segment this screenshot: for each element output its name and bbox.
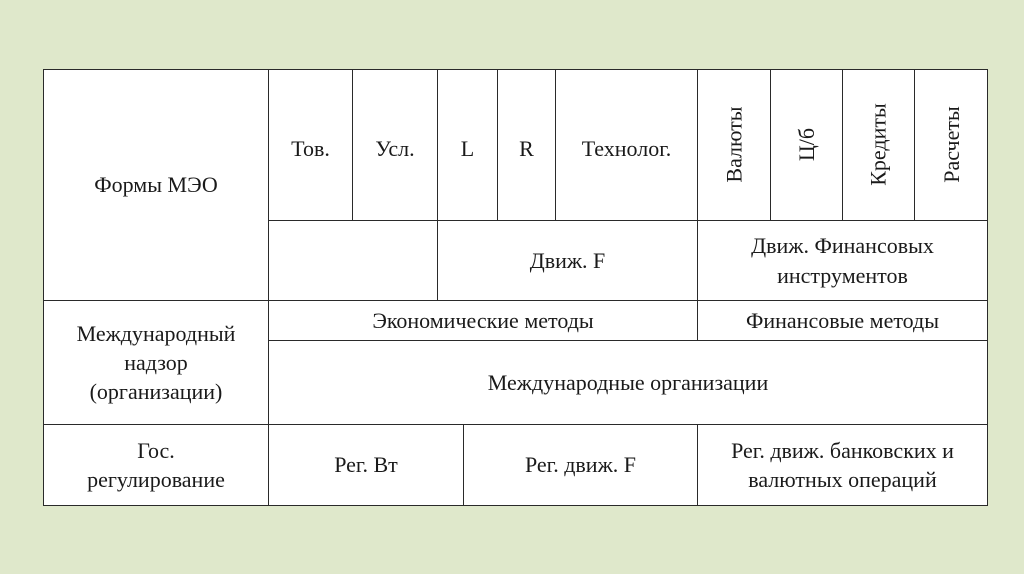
- intl-supervision-header: [43, 301, 269, 425]
- intl-line1: Международный: [76, 320, 236, 346]
- col-credits-label: Кредиты: [865, 103, 891, 187]
- financial-methods-label: Финансовые методы: [745, 307, 939, 333]
- move-fin-line1: Движ. Финансовых: [751, 233, 934, 259]
- reg-bt-cell: [269, 425, 464, 506]
- financial-methods-cell: [698, 301, 988, 341]
- col-technology-label: Технолог.: [581, 136, 672, 161]
- col-securities: [771, 69, 843, 221]
- col-securities-label: Ц/б: [793, 128, 819, 162]
- reg-move-f-label: Рег. движ. F: [524, 452, 637, 478]
- col-technology: [556, 69, 698, 221]
- intl-line3: (организации): [89, 379, 223, 405]
- col-settlements-label: Расчеты: [938, 106, 964, 184]
- gov-regulation-header: [43, 425, 269, 506]
- move-fin-line2: инструментов: [777, 262, 908, 288]
- economic-methods-cell: [269, 301, 698, 341]
- col-resources: [498, 69, 556, 221]
- meo-table: [43, 69, 988, 506]
- gov-line1: Гос.: [137, 437, 175, 463]
- empty-cell: [269, 221, 438, 301]
- col-credits: [843, 69, 915, 221]
- col-goods-label: Тов.: [291, 136, 330, 161]
- move-financial-instruments: [698, 221, 988, 301]
- gov-line2: регулирование: [87, 467, 225, 492]
- forms-meo-header: [43, 69, 269, 301]
- intl-organizations-label: Международные организации: [487, 369, 769, 395]
- intl-line2: надзор: [124, 349, 188, 375]
- reg-bank-line1: Рег. движ. банковских и: [731, 437, 954, 463]
- reg-move-f-cell: [464, 425, 698, 506]
- intl-organizations-cell: [269, 341, 988, 425]
- reg-bt-label: Рег. Вт: [334, 452, 398, 478]
- col-labor: [438, 69, 498, 221]
- col-services: [353, 69, 438, 221]
- col-currency-label: Валюты: [721, 106, 747, 184]
- col-settlements: [915, 69, 988, 221]
- forms-meo-label: Формы МЭО: [94, 172, 218, 198]
- col-goods: [269, 69, 353, 221]
- move-f-label: Движ. F: [529, 247, 606, 273]
- col-services-label: Усл.: [375, 136, 415, 161]
- reg-bank-currency-cell: [698, 425, 988, 506]
- col-labor-label: L: [460, 136, 475, 161]
- economic-methods-label: Экономические методы: [372, 307, 594, 333]
- move-f-cell: [438, 221, 698, 301]
- col-currency: [698, 69, 771, 221]
- col-resources-label: R: [519, 136, 534, 161]
- reg-bank-line2: валютных операций: [748, 467, 937, 492]
